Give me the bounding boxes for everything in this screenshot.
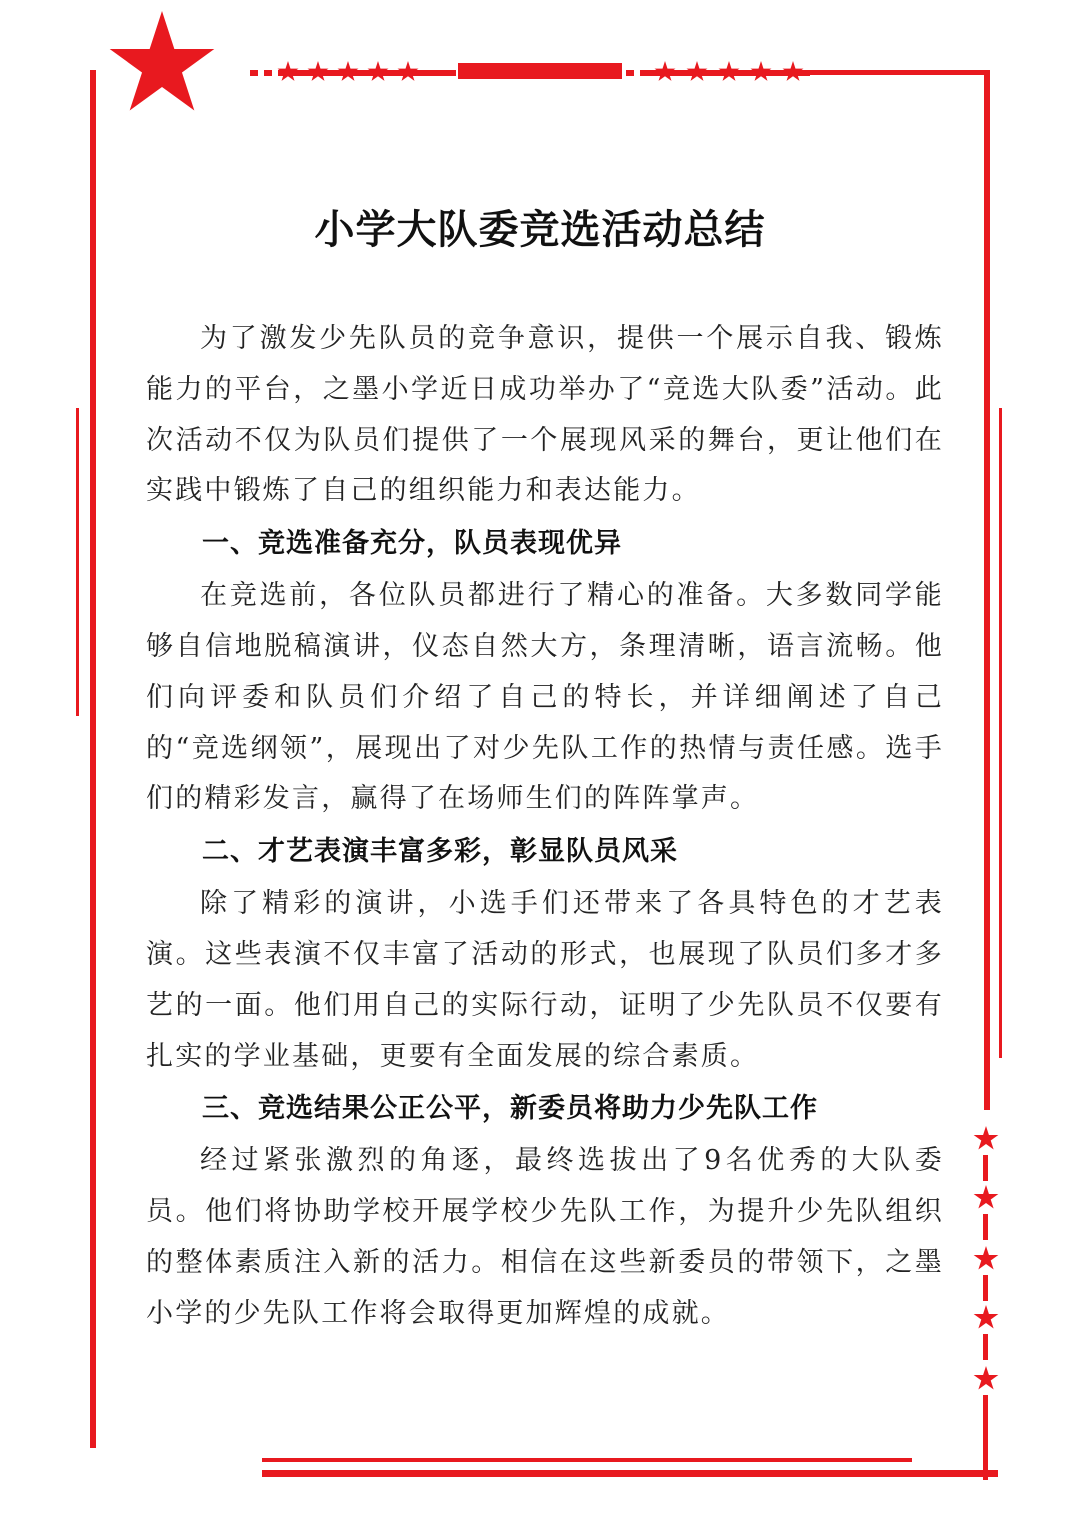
section-1-paragraph: 在竞选前，各位队员都进行了精心的准备。大多数同学能够自信地脱稿演讲，仪态自然大方，条理清晰，语言流畅。他们向评委和队员们介绍了自己的特长，并详细阐述了自己的“竞选纲领”，展现出了对少先队工作的热情与责任感。选手们的精彩发言，赢得了在场师生们的阵阵掌声。 bbox=[146, 580, 944, 815]
star-icon bbox=[974, 1305, 999, 1329]
intro-paragraph: 为了激发少先队员的竞争意识，提供一个展示自我、锻炼能力的平台，之墨小学近日成功举办了“竞选大队委”活动。此次活动不仅为队员们提供了一个展现风采的舞台，更让他们在实践中锻炼了自己的组织能力和表达能力。 bbox=[146, 323, 944, 507]
star-icon bbox=[974, 1126, 999, 1150]
right-border-line bbox=[983, 1395, 988, 1480]
top-border-thick-bar bbox=[458, 63, 622, 79]
top-border-line bbox=[278, 70, 456, 76]
left-border-line bbox=[90, 70, 96, 1448]
top-border-dash bbox=[250, 70, 258, 76]
section-2-heading: 二、才艺表演丰富多彩，彰显队员风采 bbox=[202, 836, 678, 868]
right-border-dash bbox=[983, 1275, 988, 1301]
section-1-heading: 一、竞选准备充分，队员表现优异 bbox=[202, 528, 622, 560]
right-inner-line bbox=[999, 408, 1002, 1058]
section-3-heading: 三、竞选结果公正公平，新委员将助力少先队工作 bbox=[202, 1093, 818, 1125]
page-title: 小学大队委竞选活动总结 bbox=[314, 207, 766, 253]
right-border-dash bbox=[983, 1214, 988, 1240]
top-border-dash bbox=[264, 70, 272, 76]
star-icon bbox=[974, 1366, 999, 1390]
left-inner-line bbox=[76, 408, 79, 716]
top-border-dash bbox=[626, 70, 634, 76]
star-icon bbox=[974, 1246, 999, 1270]
section-2-paragraph: 除了精彩的演讲，小选手们还带来了各具特色的才艺表演。这些表演不仅丰富了活动的形式，也展现了队员们多才多艺的一面。他们用自己的实际行动，证明了少先队员不仅要有扎实的学业基础，更要有全面发展的综合素质。 bbox=[146, 888, 944, 1072]
right-border-dash bbox=[983, 1334, 988, 1360]
bottom-inner-line bbox=[262, 1458, 912, 1462]
big-star-icon bbox=[110, 11, 215, 110]
top-border-line bbox=[810, 70, 990, 75]
document-body bbox=[146, 314, 944, 1340]
right-border-dash bbox=[983, 1155, 988, 1181]
bottom-border-line bbox=[262, 1470, 998, 1477]
section-3-paragraph: 经过紧张激烈的角逐，最终选拔出了9名优秀的大队委员。他们将协助学校开展学校少先队工作，为提升少先队组织的整体素质注入新的活力。相信在这些新委员的带领下，之墨小学的少先队工作将会取得更加辉煌的成就。 bbox=[146, 1145, 944, 1329]
star-icon bbox=[974, 1185, 999, 1209]
